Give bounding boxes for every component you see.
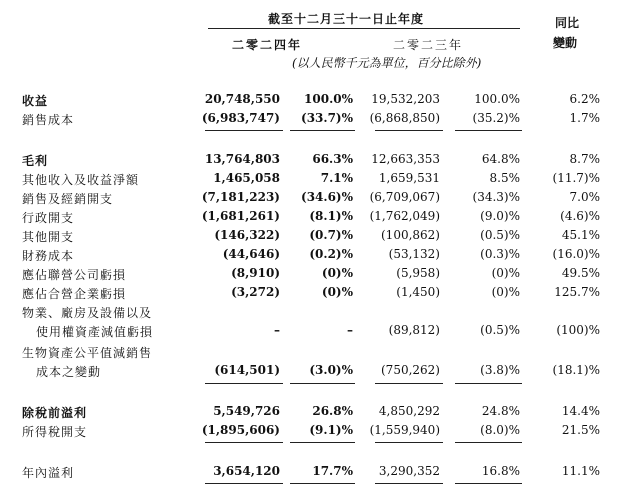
row-label: 行政開支 <box>22 211 75 225</box>
table-row <box>0 171 640 189</box>
yoy-change: 49.5% <box>561 266 600 280</box>
unit-note: (以人民幣千元為單位，百分比除外) <box>292 56 482 70</box>
pct-2024: (0.2)% <box>309 247 353 261</box>
value-2024: (44,646) <box>222 247 280 261</box>
pct-2024: 100.0% <box>304 92 353 106</box>
period-header: 截至十二月三十一日止年度 <box>268 12 425 26</box>
pct-2023: 100.0% <box>474 92 520 106</box>
value-2024: 1,465,058 <box>213 171 280 185</box>
subtotal-line <box>205 130 283 131</box>
value-2024: (3,272) <box>231 285 280 299</box>
value-2024: (1,895,606) <box>201 423 280 437</box>
total-line <box>455 483 522 484</box>
row-label: 應佔聯營公司虧損 <box>22 268 127 282</box>
yoy-change: 1.7% <box>569 111 600 125</box>
row-label: 物業、廠房及設備以及 <box>22 306 153 320</box>
subtotal-line <box>290 130 355 131</box>
yoy-change: (11.7)% <box>552 171 600 185</box>
table-row <box>0 111 640 129</box>
yoy-change: 45.1% <box>561 228 600 242</box>
value-2024: 20,748,550 <box>204 92 280 106</box>
table-row <box>0 404 640 422</box>
pct-2023: (0.5)% <box>480 228 520 242</box>
yoy-change: (100)% <box>556 323 600 337</box>
value-2024: (1,681,261) <box>201 209 280 223</box>
value-2023: 1,659,531 <box>378 171 440 185</box>
yoy-header-line2: 變動 <box>553 36 578 50</box>
pct-2024: 66.3% <box>312 152 353 166</box>
pct-2023: (0.5)% <box>480 323 520 337</box>
yoy-change: (4.6)% <box>560 209 600 223</box>
pct-2024: 26.8% <box>312 404 353 418</box>
total-line <box>290 483 355 484</box>
value-2024: 5,549,726 <box>213 404 280 418</box>
value-2024: 13,764,803 <box>204 152 280 166</box>
row-label-continued: 成本之變動 <box>36 365 102 379</box>
value-2024: (7,181,223) <box>201 190 280 204</box>
subtotal-line <box>375 130 443 131</box>
table-row <box>0 228 640 246</box>
row-label: 財務成本 <box>22 249 75 263</box>
value-2023: 12,663,353 <box>371 152 440 166</box>
table-row <box>0 266 640 284</box>
row-label: 應佔合營企業虧損 <box>22 287 127 301</box>
value-2023: (1,559,940) <box>369 423 440 437</box>
row-label: 收益 <box>22 94 49 108</box>
value-2024: (6,983,747) <box>201 111 280 125</box>
pct-2023: (35.2)% <box>472 111 520 125</box>
pct-2024: (33.7)% <box>301 111 353 125</box>
pct-2024: 7.1% <box>320 171 353 185</box>
row-label: 生物資產公平值減銷售 <box>22 346 153 360</box>
pct-2024: (9.1)% <box>309 423 353 437</box>
value-2023: (750,262) <box>381 363 440 377</box>
table-row <box>0 92 640 110</box>
yoy-change: 14.4% <box>561 404 600 418</box>
value-2024: – <box>274 323 280 337</box>
value-2023: (89,812) <box>388 323 440 337</box>
row-label: 除稅前溢利 <box>22 406 88 420</box>
period-underline <box>208 28 520 29</box>
value-2023: 19,532,203 <box>371 92 440 106</box>
subtotal-line <box>455 383 522 384</box>
yoy-header-line1: 同比 <box>555 16 580 30</box>
value-2023: (5,958) <box>396 266 440 280</box>
value-2024: (614,501) <box>214 363 280 377</box>
value-2023: (1,762,049) <box>369 209 440 223</box>
pct-2024: – <box>347 323 353 337</box>
subtotal-line <box>290 383 355 384</box>
value-2023: (100,862) <box>381 228 440 242</box>
subtotal-line <box>205 442 283 443</box>
row-label: 其他收入及收益淨額 <box>22 173 140 187</box>
subtotal-line <box>455 442 522 443</box>
row-label: 銷售及經銷開支 <box>22 192 114 206</box>
table-row <box>0 304 640 342</box>
pct-2024: (0)% <box>321 266 353 280</box>
yoy-change: (16.0)% <box>552 247 600 261</box>
pct-2024: (3.0)% <box>309 363 353 377</box>
pct-2024: (8.1)% <box>309 209 353 223</box>
table-row <box>0 190 640 208</box>
pct-2024: (34.6)% <box>301 190 353 204</box>
subtotal-line <box>455 130 522 131</box>
pct-2023: 24.8% <box>481 404 520 418</box>
pct-2024: 17.7% <box>312 464 353 478</box>
pct-2023: 8.5% <box>489 171 520 185</box>
pct-2023: 16.8% <box>481 464 520 478</box>
pct-2023: (8.0)% <box>480 423 520 437</box>
table-row <box>0 464 640 482</box>
year-2023-header: 二零二三年 <box>393 38 464 52</box>
pct-2023: (3.8)% <box>480 363 520 377</box>
value-2024: (146,322) <box>214 228 280 242</box>
yoy-change: 6.2% <box>569 92 600 106</box>
row-label: 所得稅開支 <box>22 425 88 439</box>
total-line <box>205 483 283 484</box>
subtotal-line <box>375 383 443 384</box>
subtotal-line <box>290 442 355 443</box>
yoy-change: (18.1)% <box>552 363 600 377</box>
row-label: 其他開支 <box>22 230 75 244</box>
value-2023: (6,709,067) <box>369 190 440 204</box>
pct-2024: (0.7)% <box>309 228 353 242</box>
row-label: 毛利 <box>22 154 49 168</box>
pct-2023: (9.0)% <box>480 209 520 223</box>
pct-2023: (0.3)% <box>480 247 520 261</box>
row-label: 銷售成本 <box>22 113 75 127</box>
pct-2023: 64.8% <box>481 152 520 166</box>
value-2024: (8,910) <box>231 266 280 280</box>
pct-2023: (0)% <box>491 266 520 280</box>
yoy-change: 8.7% <box>569 152 600 166</box>
table-row <box>0 152 640 170</box>
row-label-continued: 使用權資產減值虧損 <box>36 325 154 339</box>
value-2023: (1,450) <box>396 285 440 299</box>
value-2023: 3,290,352 <box>378 464 440 478</box>
yoy-change: 125.7% <box>554 285 600 299</box>
year-2024-header: 二零二四年 <box>232 38 303 52</box>
row-label: 年內溢利 <box>22 466 75 480</box>
subtotal-line <box>375 442 443 443</box>
value-2023: (53,132) <box>388 247 440 261</box>
table-row <box>0 285 640 303</box>
total-line <box>375 483 443 484</box>
table-row <box>0 247 640 265</box>
value-2023: (6,868,850) <box>369 111 440 125</box>
yoy-change: 11.1% <box>561 464 600 478</box>
pct-2023: (34.3)% <box>472 190 520 204</box>
subtotal-line <box>205 383 283 384</box>
yoy-change: 21.5% <box>561 423 600 437</box>
value-2024: 3,654,120 <box>213 464 280 478</box>
table-row <box>0 344 640 382</box>
pct-2023: (0)% <box>491 285 520 299</box>
value-2023: 4,850,292 <box>378 404 440 418</box>
table-row <box>0 423 640 441</box>
yoy-change: 7.0% <box>569 190 600 204</box>
table-row <box>0 209 640 227</box>
pct-2024: (0)% <box>321 285 353 299</box>
